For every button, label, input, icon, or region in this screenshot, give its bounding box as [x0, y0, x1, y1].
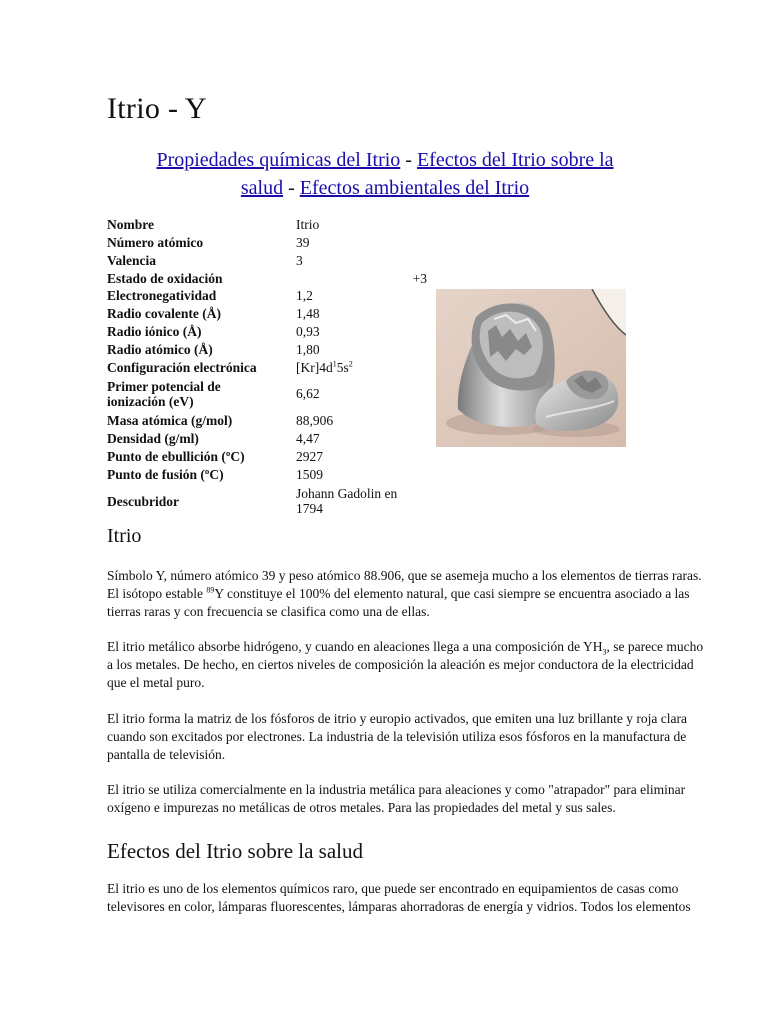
prop-value: 1,80 [296, 341, 320, 357]
config-sup: 2 [348, 359, 353, 369]
table-row [104, 430, 429, 448]
text-line: pantalla de televisión. [107, 747, 226, 762]
prop-key: Masa atómica (g/mol) [107, 413, 233, 429]
link-efectos-ambientales[interactable]: Efectos ambientales del Itrio [299, 177, 530, 199]
prop-key [104, 376, 293, 412]
table-row [104, 466, 429, 484]
prop-key: Valencia [107, 252, 157, 268]
prop-key: Configuración electrónica [107, 359, 257, 375]
table-row [104, 483, 429, 519]
text-line: El itrio se utiliza comercialmente en la industria metálica para aleaciones y como "atrapador" para eliminar [107, 782, 686, 797]
paragraph [107, 710, 768, 764]
text-line: a los metales. De hecho, en ciertos niveles de composición la aleación es mejor conductora de la electricidad [107, 657, 694, 672]
prop-value [293, 358, 429, 376]
text-line: El itrio forma la matriz de los fósforos de itrio y europio activados, que emiten una luz brillante y roja clara [107, 711, 687, 726]
formula-subscript: 3 [602, 647, 607, 657]
prop-value: 1,48 [296, 306, 320, 322]
text-line: oxígeno e impurezas no metálicas de otros metales. Para las propiedades del metal y sus sales. [107, 800, 616, 815]
link-separator: - [405, 149, 412, 171]
config-base: [Kr]4d [296, 359, 333, 375]
text-line: tierras raras y con frecuencia se clasifica como una de ellas. [107, 604, 430, 619]
paragraph [107, 638, 768, 692]
yttrium-metal-image [436, 289, 626, 447]
prop-value-line: Johann Gadolin en [296, 485, 398, 501]
prop-key: Estado de oxidación [107, 270, 223, 286]
text-line: que el metal puro. [107, 675, 205, 690]
table-row [104, 305, 429, 323]
table-row [104, 234, 429, 252]
prop-value: 6,62 [296, 386, 320, 402]
link-separator: - [288, 177, 295, 199]
table-row [104, 358, 429, 376]
table-row [104, 341, 429, 359]
text-line: El isótopo estable [107, 586, 207, 601]
isotope-superscript: 89 [206, 585, 215, 595]
text-line: El itrio metálico absorbe hidrógeno, y cuando en aleaciones llega a una composición de YH [107, 639, 603, 654]
paragraph [107, 880, 768, 916]
paragraph [107, 567, 768, 621]
prop-key: Electronegatividad [107, 288, 217, 304]
text-line: , se parece mucho [606, 639, 704, 654]
properties-table [104, 216, 429, 519]
text-line: cuando son excitados por electrones. La industria de la televisión utiliza esos fósforos en la manufactura de [107, 729, 687, 744]
table-row [104, 252, 429, 270]
prop-value: 1509 [296, 466, 323, 482]
prop-key: Descubridor [107, 493, 179, 509]
text-line: televisores en color, lámparas fluorescentes, lámparas ahorradoras de energía y vidrios. Todos los elementos [107, 899, 691, 914]
config-sup: 1 [332, 359, 337, 369]
prop-value: Itrio [296, 217, 320, 233]
prop-key-line: Primer potencial de [107, 378, 221, 394]
config-mid: 5s [336, 359, 349, 375]
prop-key: Punto de ebullición (ºC) [107, 448, 245, 464]
link-propiedades-quimicas[interactable]: Propiedades químicas del Itrio [156, 149, 401, 171]
section-heading-salud: Efectos del Itrio sobre la salud [107, 839, 363, 863]
prop-value: 2927 [296, 448, 323, 464]
prop-key: Radio iónico (Å) [107, 323, 202, 339]
prop-key-line: ionización (eV) [107, 394, 194, 410]
prop-value: 1,2 [296, 288, 313, 304]
table-row [104, 323, 429, 341]
page-title: Itrio - Y [107, 92, 207, 125]
link-efectos-salud-part1: Efectos del Itrio sobre la [416, 149, 614, 171]
prop-key: Densidad (g/ml) [107, 431, 199, 447]
prop-value: 0,93 [296, 323, 320, 339]
prop-key: Nombre [107, 217, 154, 233]
yttrium-sample-photo [436, 289, 626, 447]
link-efectos-salud-part2: salud [240, 177, 284, 199]
prop-value: 4,47 [296, 431, 320, 447]
prop-key: Radio atómico (Å) [107, 341, 213, 357]
table-row [104, 412, 429, 430]
prop-value: 39 [296, 234, 310, 250]
prop-key: Número atómico [107, 234, 204, 250]
prop-value: 88,906 [296, 413, 334, 429]
text-line: Símbolo Y, número atómico 39 y peso atómico 88.906, que se asemeja mucho a los elementos de tierras raras. [107, 568, 702, 583]
section-links [107, 146, 663, 202]
prop-value: +3 [412, 270, 427, 286]
table-row [104, 376, 429, 412]
prop-key: Radio covalente (Å) [107, 306, 221, 322]
table-row [104, 448, 429, 466]
table-row [104, 287, 429, 305]
table-row [104, 216, 429, 234]
section-heading-itrio: Itrio [107, 525, 142, 547]
paragraph [107, 781, 768, 817]
text-line: El itrio es uno de los elementos químicos raro, que puede ser encontrado en equipamientos de casas como [107, 881, 679, 896]
prop-key: Punto de fusión (ºC) [107, 466, 224, 482]
text-line: Y constituye el 100% del elemento natural, que casi siempre se encuentra asociado a las [214, 586, 690, 601]
prop-value: 3 [296, 252, 303, 268]
prop-value-line: 1794 [296, 501, 323, 517]
prop-value [293, 483, 429, 519]
table-row [104, 269, 429, 287]
